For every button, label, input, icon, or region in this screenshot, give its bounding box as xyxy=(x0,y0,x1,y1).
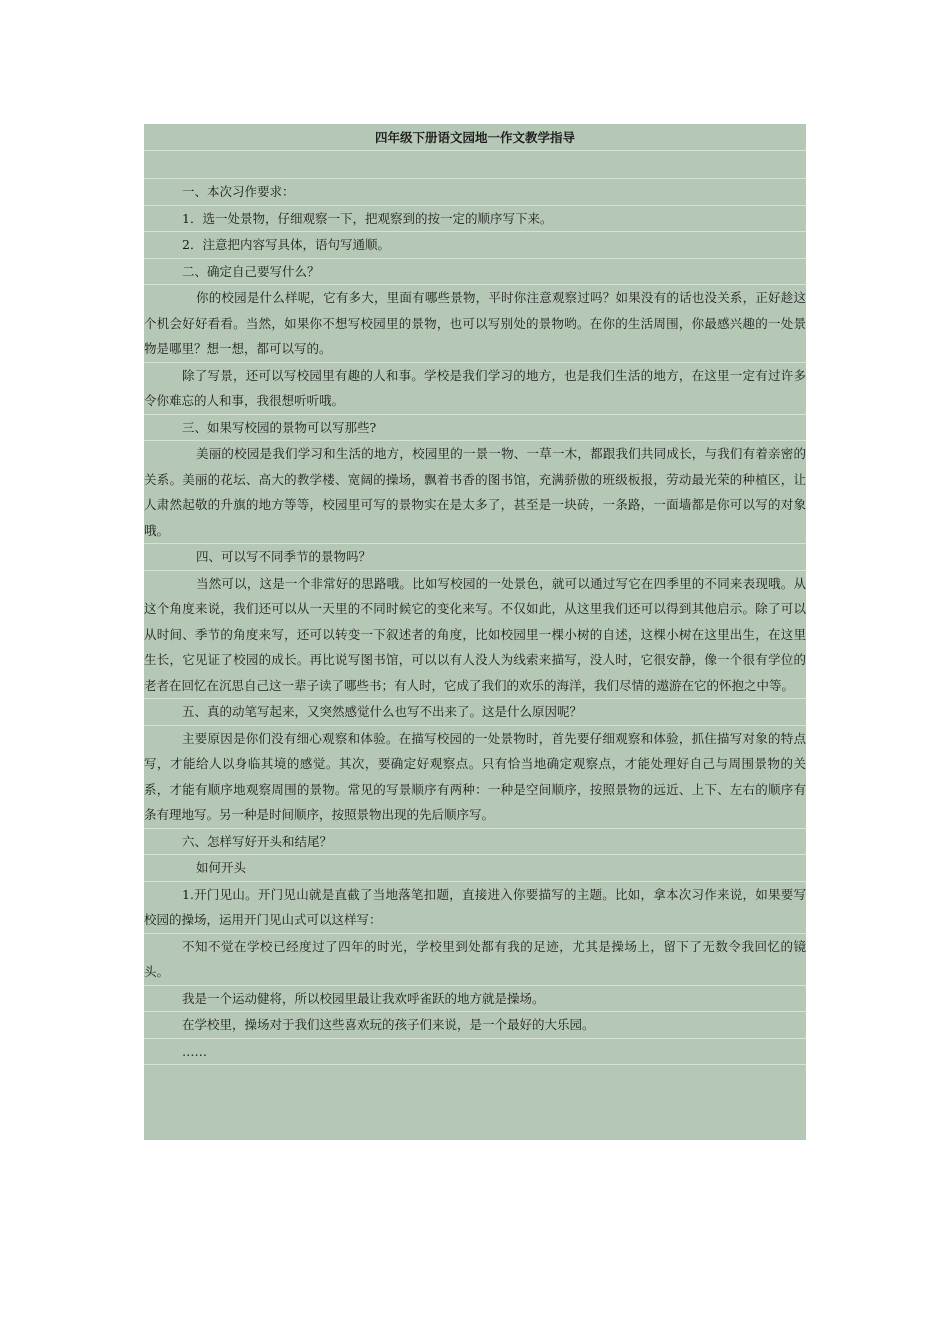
section-heading-3: 三、如果写校园的景物可以写那些? xyxy=(144,415,806,442)
ellipsis: …… xyxy=(144,1039,806,1066)
paragraph: 除了写景，还可以写校园里有趣的人和事。学校是我们学习的地方，也是我们生活的地方，在这里一定有过许多令你难忘的人和事，我很想听听哦。 xyxy=(144,363,806,415)
section-heading-6: 六、怎样写好开头和结尾？ xyxy=(144,829,806,856)
requirement-1: 1．选一处景物，仔细观察一下，把观察到的按一定的顺序写下来。 xyxy=(144,206,806,233)
section-heading-1: 一、本次习作要求： xyxy=(144,179,806,206)
blank-row xyxy=(144,151,806,179)
paragraph: 你的校园是什么样呢，它有多大，里面有哪些景物，平时你注意观察过吗？如果没有的话也没关系，正好趁这个机会好好看看。当然，如果你不想写校园里的景物，也可以写别处的景物哟。在你的生活周围，你最感兴趣的一处景物是哪里？想一想，都可以写的。 xyxy=(144,285,806,363)
section-heading-2: 二、确定自己要写什么？ xyxy=(144,259,806,286)
example-paragraph: 我是一个运动健将，所以校园里最让我欢呼雀跃的地方就是操场。 xyxy=(144,986,806,1013)
document-table xyxy=(144,124,806,1140)
section-heading-5: 五、真的动笔写起来，又突然感觉什么也写不出来了。这是什么原因呢？ xyxy=(144,699,806,726)
paragraph: 美丽的校园是我们学习和生活的地方，校园里的一景一物、一草一木，都跟我们共同成长，与我们有着亲密的关系。美丽的花坛、高大的教学楼、宽阔的操场，飘着书香的图书馆，充满骄傲的班级板报，劳动最光荣的种植区，让人肃然起敬的升旗的地方等等，校园里可写的景物实在是太多了，甚至是一块砖，一条路，一面墙都是你可以写的对象哦。 xyxy=(144,441,806,544)
document-title: 四年级下册语文园地一作文教学指导 xyxy=(144,124,806,151)
example-paragraph: 在学校里，操场对于我们这些喜欢玩的孩子们来说，是一个最好的大乐园。 xyxy=(144,1012,806,1039)
section-heading-4: 四、可以写不同季节的景物吗？ xyxy=(144,544,806,571)
example-paragraph: 不知不觉在学校已经度过了四年的时光，学校里到处都有我的足迹，尤其是操场上，留下了无数令我回忆的镜头。 xyxy=(144,934,806,986)
subheading: 如何开头 xyxy=(144,855,806,882)
paragraph: 当然可以，这是一个非常好的思路哦。比如写校园的一处景色，就可以通过写它在四季里的不同来表现哦。从这个角度来说，我们还可以从一天里的不同时候它的变化来写。不仅如此，从这里我们还可以得到其他启示。除了可以从时间、季节的角度来写，还可以转变一下叙述者的角度，比如校园里一棵小树的自述，这棵小树在这里出生，在这里生长，它见证了校园的成长。再比说写图书馆，可以以有人没人为线索来描写，没人时，它很安静，像一个很有学位的老者在回忆在沉思自己这一辈子读了哪些书；有人时，它成了我们的欢乐的海洋，我们尽情的遨游在它的怀抱之中等。 xyxy=(144,571,806,700)
paragraph: 1.开门见山。开门见山就是直截了当地落笔扣题，直接进入你要描写的主题。比如，拿本次习作来说，如果要写校园的操场，运用开门见山式可以这样写： xyxy=(144,882,806,934)
paragraph: 主要原因是你们没有细心观察和体验。在描写校园的一处景物时，首先要仔细观察和体验，抓住描写对象的特点写，才能给人以身临其境的感觉。其次，要确定好观察点。只有恰当地确定观察点，才能处理好自己与周围景物的关系，才能有顺序地观察周围的景物。常见的写景顺序有两种：一种是空间顺序，按照景物的远近、上下、左右的顺序有条有理地写。另一种是时间顺序，按照景物出现的先后顺序写。 xyxy=(144,726,806,829)
requirement-2: 2．注意把内容写具体，语句写通顺。 xyxy=(144,232,806,259)
